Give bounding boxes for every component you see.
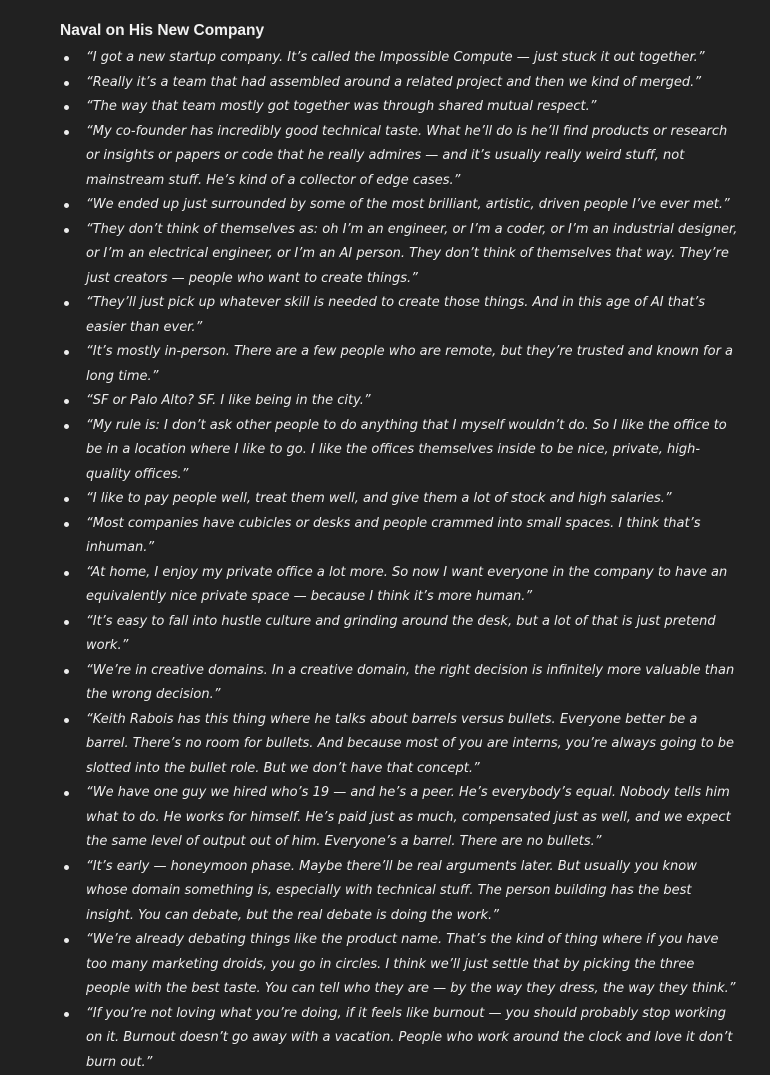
list-item	[60, 781, 740, 855]
quote-text: “We have one guy we hired who’s 19 — and he’s a peer. He’s everybody’s equal. Nobody tells him what to do. He works for himself. He’s paid just as much, compensated just as well, and we expect the same level of output out of him. Everyone’s a barrel. There are no bullets.”	[86, 785, 731, 849]
quote-text: “My co-founder has incredibly good technical taste. What he’ll do is he’ll find products or research or insights or papers or code that he really admires — and it’s usually really weird stuff, not mainstream stuff. He’s kind of a collector of edge cases.”	[86, 124, 727, 188]
list-item	[60, 1002, 740, 1075]
bullet-icon	[64, 301, 69, 306]
quote-text: “The way that team mostly got together was through shared mutual respect.”	[86, 99, 596, 114]
list-item	[60, 120, 740, 194]
quote-text: “It’s early — honeymoon phase. Maybe there’ll be real arguments later. But usually you know whose domain something is, especially with technical stuff. The person building has the best insight. You can debate, but the real debate is doing the work.”	[86, 859, 697, 923]
bullet-icon	[64, 350, 69, 355]
quote-text: “We’re in creative domains. In a creative domain, the right decision is infinitely more valuable than the wrong decision.”	[86, 663, 734, 703]
quote-text: “It’s easy to fall into hustle culture and grinding around the desk, but a lot of that is just pretend work.”	[86, 614, 716, 654]
bullet-icon	[64, 718, 69, 723]
bullet-icon	[64, 497, 69, 502]
list-item	[60, 561, 740, 610]
list-item	[60, 610, 740, 659]
list-item	[60, 71, 740, 96]
bullet-icon	[64, 620, 69, 625]
list-item	[60, 218, 740, 292]
list-item	[60, 414, 740, 488]
quote-text: “They don’t think of themselves as: oh I’m an engineer, or I’m a coder, or I’m an industrial designer, or I’m an electrical engineer, or I’m an AI person. They don’t think of themselves that way. They’re just creators — people who want to create things.”	[86, 222, 737, 286]
bullet-icon	[64, 791, 69, 796]
quote-text: “I like to pay people well, treat them well, and give them a lot of stock and high salaries.”	[86, 491, 672, 506]
quote-text: “Keith Rabois has this thing where he talks about barrels versus bullets. Everyone better be a barrel. There’s no room for bullets. And because most of you are interns, you’re always going to be slotted into the bullet role. But we don’t have that concept.”	[86, 712, 734, 776]
quote-text: “At home, I enjoy my private office a lot more. So now I want everyone in the company to have an equivalently nice private space — because I think it’s more human.”	[86, 565, 727, 605]
quote-text: “If you’re not loving what you’re doing, if it feels like burnout — you should probably stop working on it. Burnout doesn’t go away with a vacation. People who work around the clock and love it don’t burn out.”	[86, 1006, 732, 1070]
list-item	[60, 193, 740, 218]
quote-list	[60, 46, 740, 1075]
quote-text: “Really it’s a team that had assembled around a related project and then we kind of merged.”	[86, 75, 701, 90]
list-item	[60, 95, 740, 120]
quote-text: “SF or Palo Alto? SF. I like being in the city.”	[86, 393, 371, 408]
list-item	[60, 659, 740, 708]
quote-text: “Most companies have cubicles or desks and people crammed into small spaces. I think that’s inhuman.”	[86, 516, 701, 556]
quote-text: “My rule is: I don’t ask other people to do anything that I myself wouldn’t do. So I like the office to be in a location where I like to go. I like the offices themselves inside to be nice, private, high-quality offices.”	[86, 418, 727, 482]
bullet-icon	[64, 56, 69, 61]
quote-text: “It’s mostly in-person. There are a few people who are remote, but they’re trusted and known for a long time.”	[86, 344, 733, 384]
bullet-icon	[64, 1012, 69, 1017]
page-title: Naval on His New Company	[60, 20, 740, 42]
quote-text: “I got a new startup company. It’s called the Impossible Compute — just stuck it out together.”	[86, 50, 705, 65]
bullet-icon	[64, 522, 69, 527]
list-item	[60, 708, 740, 782]
list-item	[60, 512, 740, 561]
list-item	[60, 855, 740, 929]
list-item	[60, 46, 740, 71]
quote-text: “They’ll just pick up whatever skill is needed to create those things. And in this age of AI that’s easier than ever.”	[86, 295, 705, 335]
bullet-icon	[64, 399, 69, 404]
quote-text: “We’re already debating things like the product name. That’s the kind of thing where if you have too many marketing droids, you go in circles. I think we’ll just settle that by picking the three people with the best taste. You can tell who they are — by the way they dress, the way they think.”	[86, 932, 735, 996]
bullet-icon	[64, 105, 69, 110]
bullet-icon	[64, 865, 69, 870]
list-item	[60, 340, 740, 389]
list-item	[60, 291, 740, 340]
bullet-icon	[64, 424, 69, 429]
bullet-icon	[64, 571, 69, 576]
bullet-icon	[64, 81, 69, 86]
bullet-icon	[64, 228, 69, 233]
bullet-icon	[64, 669, 69, 674]
list-item	[60, 487, 740, 512]
bullet-icon	[64, 938, 69, 943]
list-item	[60, 389, 740, 414]
list-item	[60, 928, 740, 1002]
bullet-icon	[64, 130, 69, 135]
quote-text: “We ended up just surrounded by some of the most brilliant, artistic, driven people I’ve ever met.”	[86, 197, 730, 212]
bullet-icon	[64, 203, 69, 208]
